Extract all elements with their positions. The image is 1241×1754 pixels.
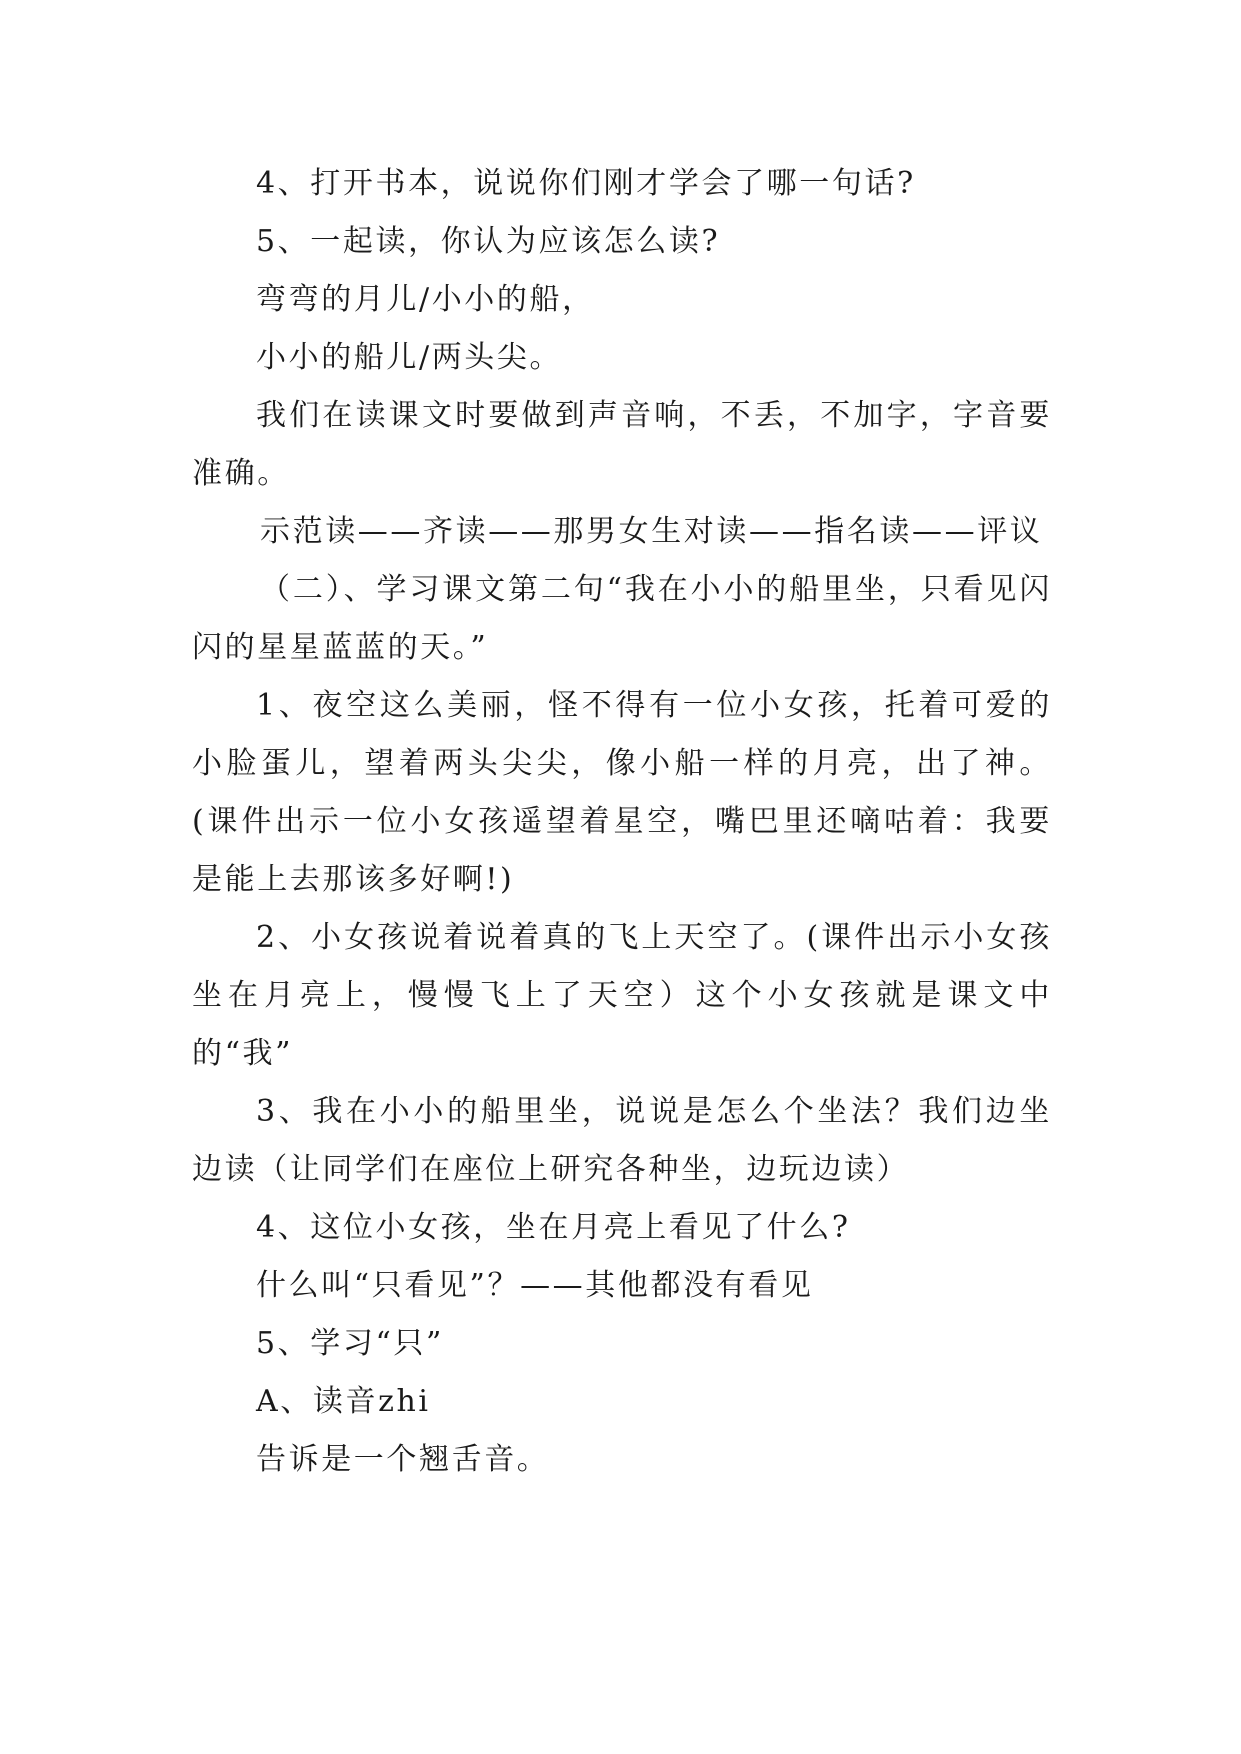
paragraph: 什么叫“只看见”？——其他都没有看见 [256, 1268, 814, 1303]
section-heading: （二）、学习课文第二句“我在小小的船里坐，只看见闪闪的星星蓝蓝的天。” [192, 572, 1052, 665]
paragraph: 4、这位小女孩，坐在月亮上看见了什么? [256, 1210, 851, 1245]
paragraph: 5、学习“只” [256, 1326, 444, 1361]
poem-line: 弯弯的月儿/小小的船， [256, 282, 595, 317]
paragraph: 2、小女孩说着说着真的飞上天空了。(课件出示小女孩坐在月亮上，慢慢飞上了天空）这个小女孩就是课文中的“我” [192, 920, 1052, 1071]
document-page [192, 155, 1052, 1489]
poem-line: 小小的船儿/两头尖。 [256, 340, 563, 375]
paragraph: 我们在读课文时要做到声音响，不丢，不加字，字音要准确。 [192, 398, 1052, 491]
paragraph: 示范读——齐读——那男女生对读——指名读——评议 [260, 514, 1043, 549]
paragraph: A、读音zhi [256, 1384, 431, 1419]
paragraph: 3、我在小小的船里坐，说说是怎么个坐法？我们边坐边读（让同学们在座位上研究各种坐，边玩边读） [192, 1094, 1052, 1187]
paragraph: 告诉是一个翘舌音。 [256, 1442, 550, 1477]
paragraph: 1、夜空这么美丽，怪不得有一位小女孩，托着可爱的小脸蛋儿，望着两头尖尖，像小船一样的月亮，出了神。(课件出示一位小女孩遥望着星空，嘴巴里还嘀咕着：我要是能上去那该多好啊!) [192, 688, 1052, 897]
paragraph: 4、打开书本，说说你们刚才学会了哪一句话? [256, 166, 916, 201]
paragraph: 5、一起读，你认为应该怎么读? [256, 224, 721, 259]
